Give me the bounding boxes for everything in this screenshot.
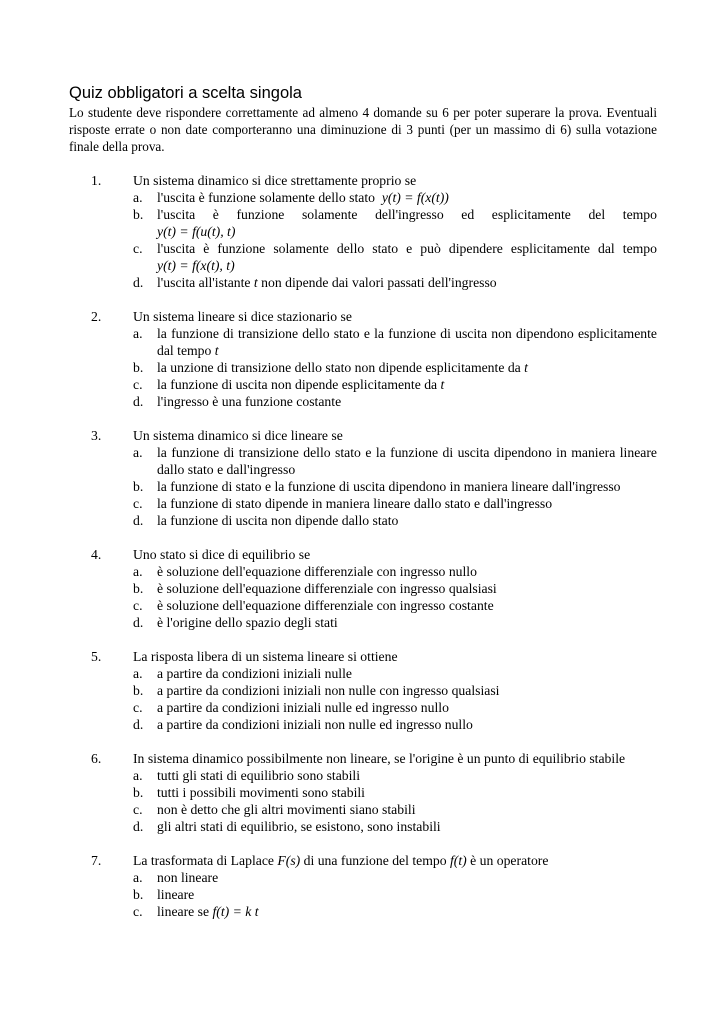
option-text: a partire da condizioni iniziali nulle bbox=[157, 666, 352, 681]
option-letter: d. bbox=[133, 819, 144, 834]
laplace-formula: F(s) bbox=[277, 853, 301, 868]
option-c bbox=[133, 903, 657, 920]
option-text: lineare se bbox=[157, 904, 213, 919]
option-c bbox=[133, 240, 657, 274]
option-list bbox=[133, 189, 657, 291]
question-list bbox=[69, 172, 657, 920]
option-list bbox=[133, 444, 657, 529]
option-formula: y(t) = f(u(t), t) bbox=[157, 224, 236, 239]
option-text: non è detto che gli altri movimenti siano stabili bbox=[157, 802, 416, 817]
option-variable: t bbox=[253, 275, 258, 290]
question-number: 5. bbox=[91, 649, 102, 664]
question-text: Un sistema dinamico si dice lineare se bbox=[133, 428, 343, 443]
option-c bbox=[133, 597, 657, 614]
question-text-part: La trasformata di Laplace bbox=[133, 853, 278, 868]
option-text: l'ingresso è una funzione costante bbox=[157, 394, 342, 409]
option-b bbox=[133, 682, 657, 699]
option-letter: d. bbox=[133, 717, 144, 732]
option-text: la funzione di uscita non dipende esplicitamente da bbox=[157, 377, 438, 392]
option-letter: a. bbox=[133, 666, 143, 681]
question-7 bbox=[69, 852, 657, 920]
option-d bbox=[133, 512, 657, 529]
option-list bbox=[133, 665, 657, 733]
option-letter: b. bbox=[133, 581, 144, 596]
option-variable: t bbox=[524, 360, 528, 375]
option-letter: b. bbox=[133, 785, 144, 800]
question-text: La risposta libera di un sistema lineare si ottiene bbox=[133, 649, 398, 664]
option-text: è soluzione dell'equazione differenziale con ingresso qualsiasi bbox=[157, 581, 497, 596]
question-text-part: è un operatore bbox=[466, 853, 549, 868]
question-2 bbox=[69, 308, 657, 410]
option-letter: b. bbox=[133, 360, 144, 375]
option-d bbox=[133, 393, 657, 410]
option-text: a partire da condizioni iniziali non nulle ed ingresso nullo bbox=[157, 717, 473, 732]
option-text: la funzione di uscita non dipende dallo stato bbox=[157, 513, 399, 528]
option-letter: a. bbox=[133, 768, 143, 783]
option-b bbox=[133, 580, 657, 597]
option-letter: c. bbox=[133, 904, 143, 919]
option-letter: c. bbox=[133, 377, 143, 392]
option-b bbox=[133, 886, 657, 903]
question-number: 4. bbox=[91, 547, 102, 562]
question-1 bbox=[69, 172, 657, 291]
option-a bbox=[133, 325, 657, 359]
option-letter: c. bbox=[133, 700, 143, 715]
option-text: tutti gli stati di equilibrio sono stabili bbox=[157, 768, 361, 783]
question-5 bbox=[69, 648, 657, 733]
intro-paragraph: Lo studente deve rispondere correttamente ad almeno 4 domande su 6 per poter superare la prova. Eventuali risposte errate o non date comporteranno una diminuzione di 3 punti (per un massimo di 6) sulla votazione finale della prova. bbox=[69, 105, 657, 154]
question-text: In sistema dinamico possibilmente non lineare, se l'origine è un punto di equilibrio stabile bbox=[133, 751, 626, 766]
option-letter: a. bbox=[133, 564, 143, 579]
option-d bbox=[133, 614, 657, 631]
option-c bbox=[133, 495, 657, 512]
option-text: la funzione di transizione dello stato e la funzione di uscita dipendono in maniera lineare dallo stato e dall'ingresso bbox=[157, 445, 657, 477]
question-4 bbox=[69, 546, 657, 631]
option-text: è l'origine dello spazio degli stati bbox=[157, 615, 338, 630]
option-text: l'uscita all'istante bbox=[157, 275, 254, 290]
question-text bbox=[133, 852, 657, 869]
option-a bbox=[133, 869, 657, 886]
question-number: 7. bbox=[91, 853, 102, 868]
option-a bbox=[133, 563, 657, 580]
option-letter: d. bbox=[133, 615, 144, 630]
question-text: Un sistema lineare si dice stazionario se bbox=[133, 309, 352, 324]
question-text-part: di una funzione del tempo bbox=[300, 853, 450, 868]
option-list bbox=[133, 767, 657, 835]
option-list bbox=[133, 325, 657, 410]
question-text: Un sistema dinamico si dice strettamente proprio se bbox=[133, 173, 417, 188]
option-formula: f(t) = k t bbox=[212, 904, 259, 919]
page-title: Quiz obbligatori a scelta singola bbox=[69, 84, 302, 102]
option-text: a partire da condizioni iniziali non nulle con ingresso qualsiasi bbox=[157, 683, 500, 698]
option-letter: b. bbox=[133, 207, 144, 222]
option-letter: c. bbox=[133, 802, 143, 817]
option-c bbox=[133, 801, 657, 818]
option-text: l'uscita è funzione solamente dell'ingresso ed esplicitamente del tempo bbox=[157, 207, 657, 222]
option-letter: a. bbox=[133, 870, 143, 885]
option-a bbox=[133, 189, 657, 206]
option-b bbox=[133, 206, 657, 240]
option-letter: d. bbox=[133, 275, 144, 290]
option-text: tutti i possibili movimenti sono stabili bbox=[157, 785, 365, 800]
option-letter: b. bbox=[133, 479, 144, 494]
option-letter: a. bbox=[133, 445, 143, 460]
question-3 bbox=[69, 427, 657, 529]
option-c bbox=[133, 699, 657, 716]
option-text: la funzione di stato e la funzione di uscita dipendono in maniera lineare dall'ingresso bbox=[157, 479, 621, 494]
question-text: Uno stato si dice di equilibrio se bbox=[133, 547, 311, 562]
option-a bbox=[133, 767, 657, 784]
time-function-formula: f(t) bbox=[449, 853, 467, 868]
option-a bbox=[133, 665, 657, 682]
option-text: la funzione di stato dipende in maniera lineare dallo stato e dall'ingresso bbox=[157, 496, 553, 511]
question-6 bbox=[69, 750, 657, 835]
option-letter: d. bbox=[133, 394, 144, 409]
option-b bbox=[133, 478, 657, 495]
option-text: è soluzione dell'equazione differenziale con ingresso nullo bbox=[157, 564, 477, 579]
option-letter: b. bbox=[133, 683, 144, 698]
option-d bbox=[133, 716, 657, 733]
option-text: non lineare bbox=[157, 870, 219, 885]
option-letter: c. bbox=[133, 598, 143, 613]
option-text: la unzione di transizione dello stato non dipende esplicitamente da bbox=[157, 360, 521, 375]
option-list bbox=[133, 869, 657, 920]
option-formula: y(t) = f(x(t)) bbox=[381, 190, 449, 205]
option-letter: c. bbox=[133, 241, 143, 256]
option-formula: y(t) = f(x(t), t) bbox=[157, 258, 235, 273]
question-number: 6. bbox=[91, 751, 102, 766]
option-letter: c. bbox=[133, 496, 143, 511]
option-a bbox=[133, 444, 657, 478]
question-number: 1. bbox=[91, 173, 102, 188]
option-text: a partire da condizioni iniziali nulle ed ingresso nullo bbox=[157, 700, 449, 715]
option-letter: a. bbox=[133, 190, 143, 205]
option-text: non dipende dai valori passati dell'ingresso bbox=[257, 275, 497, 290]
option-text: l'uscita è funzione solamente dello stato bbox=[157, 190, 375, 205]
option-text: la funzione di transizione dello stato e la funzione di uscita non dipendono esplicitamente dal tempo bbox=[157, 326, 657, 358]
option-list bbox=[133, 563, 657, 631]
option-d bbox=[133, 274, 657, 291]
option-letter: d. bbox=[133, 513, 144, 528]
option-c bbox=[133, 376, 657, 393]
quiz-page bbox=[69, 83, 657, 937]
question-number: 3. bbox=[91, 428, 102, 443]
option-text: lineare bbox=[157, 887, 195, 902]
option-b bbox=[133, 784, 657, 801]
option-text: l'uscita è funzione solamente dello stato e può dipendere esplicitamente dal tempo bbox=[157, 241, 657, 256]
option-variable: t bbox=[440, 377, 445, 392]
option-b bbox=[133, 359, 657, 376]
option-text: è soluzione dell'equazione differenziale con ingresso costante bbox=[157, 598, 494, 613]
option-d bbox=[133, 818, 657, 835]
option-letter: a. bbox=[133, 326, 143, 341]
option-letter: b. bbox=[133, 887, 144, 902]
question-number: 2. bbox=[91, 309, 102, 324]
option-text: gli altri stati di equilibrio, se esistono, sono instabili bbox=[157, 819, 441, 834]
option-variable: t bbox=[214, 343, 219, 358]
